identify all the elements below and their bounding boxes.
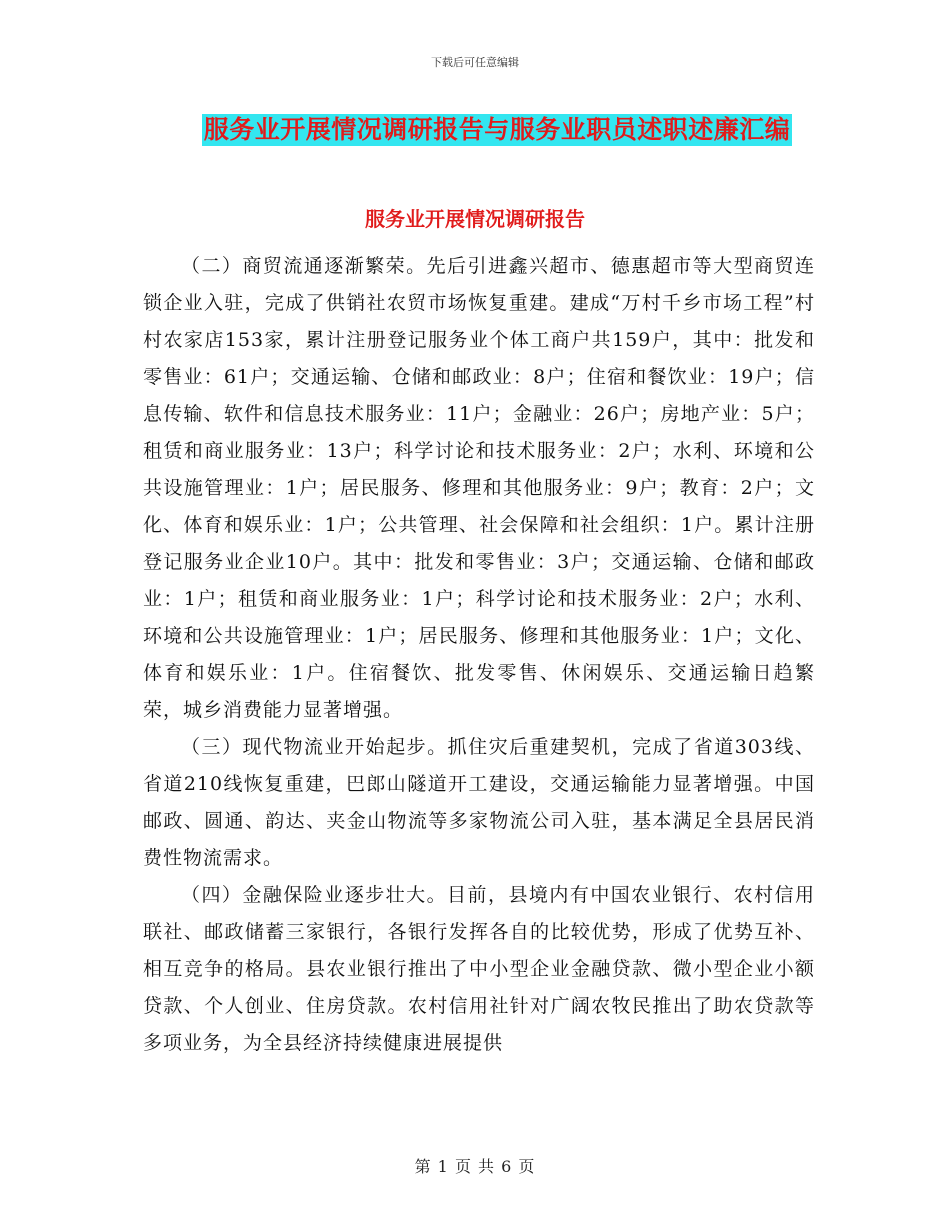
main-title-container: [0, 114, 950, 146]
document-body: [143, 248, 815, 1062]
section-title: 服务业开展情况调研报告: [365, 207, 585, 231]
page-number-footer: 第 1 页 共 6 页: [414, 1157, 536, 1176]
paragraph-logistics: （三）现代物流业开始起步。抓住灾后重建契机，完成了省道303线、省道210线恢复重建，巴郎山隧道开工建设，交通运输能力显著增强。中国邮政、圆通、韵达、夹金山物流等多家物流公司入驻，基本满足全县居民消费性物流需求。: [143, 736, 815, 869]
header-note: 下载后可任意编辑: [431, 56, 519, 69]
paragraph-finance: （四）金融保险业逐步壮大。目前，县境内有中国农业银行、农村信用联社、邮政储蓄三家银行，各银行发挥各自的比较优势，形成了优势互补、相互竞争的格局。县农业银行推出了中小型企业金融贷款、微小型企业小额贷款、个人创业、住房贷款。农村信用社针对广阔农牧民推出了助农贷款等多项业务，为全县经济持续健康进展提供: [143, 884, 815, 1054]
paragraph-commerce: （二）商贸流通逐渐繁荣。先后引进鑫兴超市、德惠超市等大型商贸连锁企业入驻，完成了供销社农贸市场恢复重建。建成“万村千乡市场工程”村村农家店153家，累计注册登记服务业个体工商户共159户，其中：批发和零售业：61户；交通运输、仓储和邮政业：8户；住宿和餐饮业：19户；信息传输、软件和信息技术服务业：11户；金融业：26户；房地产业：5户；租赁和商业服务业：13户；科学讨论和技术服务业：2户；水利、环境和公共设施管理业：1户；居民服务、修理和其他服务业：9户；教育：2户；文化、体育和娱乐业：1户；公共管理、社会保障和社会组织：1户。累计注册登记服务业企业10户。其中：批发和零售业：3户；交通运输、仓储和邮政业：1户；租赁和商业服务业：1户；科学讨论和技术服务业：2户；水利、环境和公共设施管理业：1户；居民服务、修理和其他服务业：1户；文化、体育和娱乐业：1户。住宿餐饮、批发零售、休闲娱乐、交通运输日趋繁荣，城乡消费能力显著增强。: [143, 255, 815, 721]
document-main-title: 服务业开展情况调研报告与服务业职员述职述廉汇编: [203, 115, 791, 144]
